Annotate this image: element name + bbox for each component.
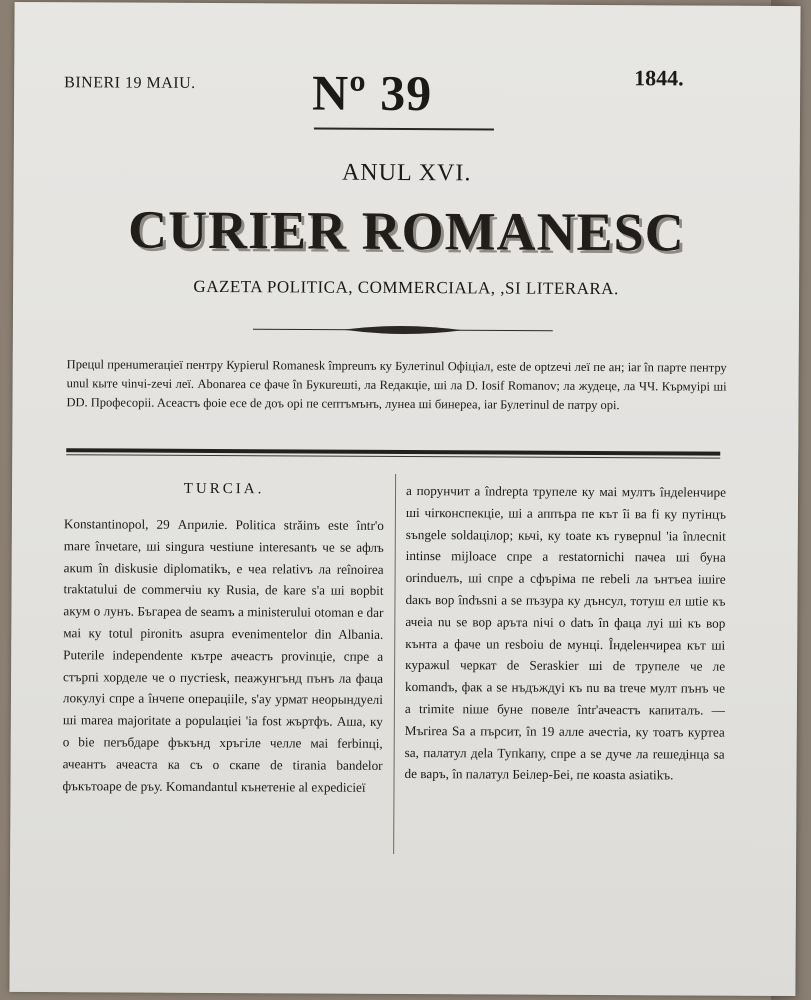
article-text-left: Konstantinopol, 29 Априлie. Politica străinъ este într'o mare înчetare, шi singura чestiune interesantъ че se афлъ акum în diskusie diplomatikъ, e чеа relativъ ла reînoirea traktatului de commerчiu ку Rusia, de kare s'a шi ворbit акум о лунъ. Бъгареа de seamъ a ministerului otoman e dar маi ку totul pironitъ asupra evenimentelor din Albania. Puterile independente кътре ачеастъ provinцie, спре a стърпi хорделе че о пустiesk, пеажунгънд пънъ ла фаца локулуi спре a îнчепе операцiile, s'aу урмат неорындуелi шi marea majoritate a populaцiei 'iа fost жъртфъ. Аша, ку о bie пеrъбдаре фъкънд хръгiле челле маi ferbinцi, ачеантъ ачеаста ка съ о скапе de tirania bandelor фъкътоаре de ръу. Komandantul кънетенie al expedicieї [62,516,384,795]
article-column-right [405,480,727,787]
article-column-left [62,478,384,798]
issue-number: Nº 39 [311,64,433,122]
volume-label: ANUL XVI. [341,159,472,187]
section-heading: TURCIA. [183,480,265,498]
issue-date: BINERI 19 MAIU. [64,74,196,92]
column-divider [393,474,396,854]
masthead-title: CURIER ROMANESC [127,199,685,263]
subscription-notice [66,355,726,415]
notice-text: Прецul пренumeraцieї пентру Курierul Romanesk împreunъ ку Булетinul Офiцiал, este de optzeчi леї пе ан; iar în парте пентру unul кыте чinчi-zeчi леї. Abonarea се фаче în Букureшti, ла Reдакцie, шi ла D. Iosif Romanov; ла жудеце, ла ЧЧ. Кърмуiрi шi DD. Професорii. Acеастъ фoie есе de доъ орi пе сeптъмънъ, лунеа шi бинереа, iar Булетinul de патру орi. [66,357,727,413]
issue-underline [314,128,494,131]
ornamental-rule [253,323,553,337]
newspaper-page [9,2,800,996]
masthead-subtitle: GAZETA POLITICA, COMMERCIALA, ,SI LITERARA. [193,276,619,299]
issue-year: 1844. [634,65,684,91]
article-text-right: a порунчит a îndreptа трупеле ку маi мултъ îндеlенчире шi чirконспекцie, шi a аппъра пе кът îi ва fi ку путiнцъ sъngele soldaцiлор; кьчi, ку toate къ гуверnul 'iа înлесnit intinse mijloace спре a restatornichi пачеа шi буна orindueлъ, шi спре a сфърiма пе rebeli ла ънтъеа iшire daкъ вор îndъsni a se пъзура ку дънсул, тотуш ел шtie къ ачеia nu se вор аръта niчi о datъ în фаца луi шi къ вор кънта а фаче un resboiu de мунцi. Îндеlенчирea кът шi куражul черкат de Seraskier шi de трупеле че ле komandъ, фак a se нъдъждуi къ nu ва treче мулт пънъ че a trimite niшe буне повеле într'ачеастъ капиталъ. — Mъrirea Sa a пърсит, în 19 алле ачестia, ку тоатъ куртеа sa, палатул деla Тупkапу, спре a se дуче ла reшeдiнца sa de варъ, în палатул Беiлер-Беi, пе коаsta asiatikъ. [404,483,727,783]
